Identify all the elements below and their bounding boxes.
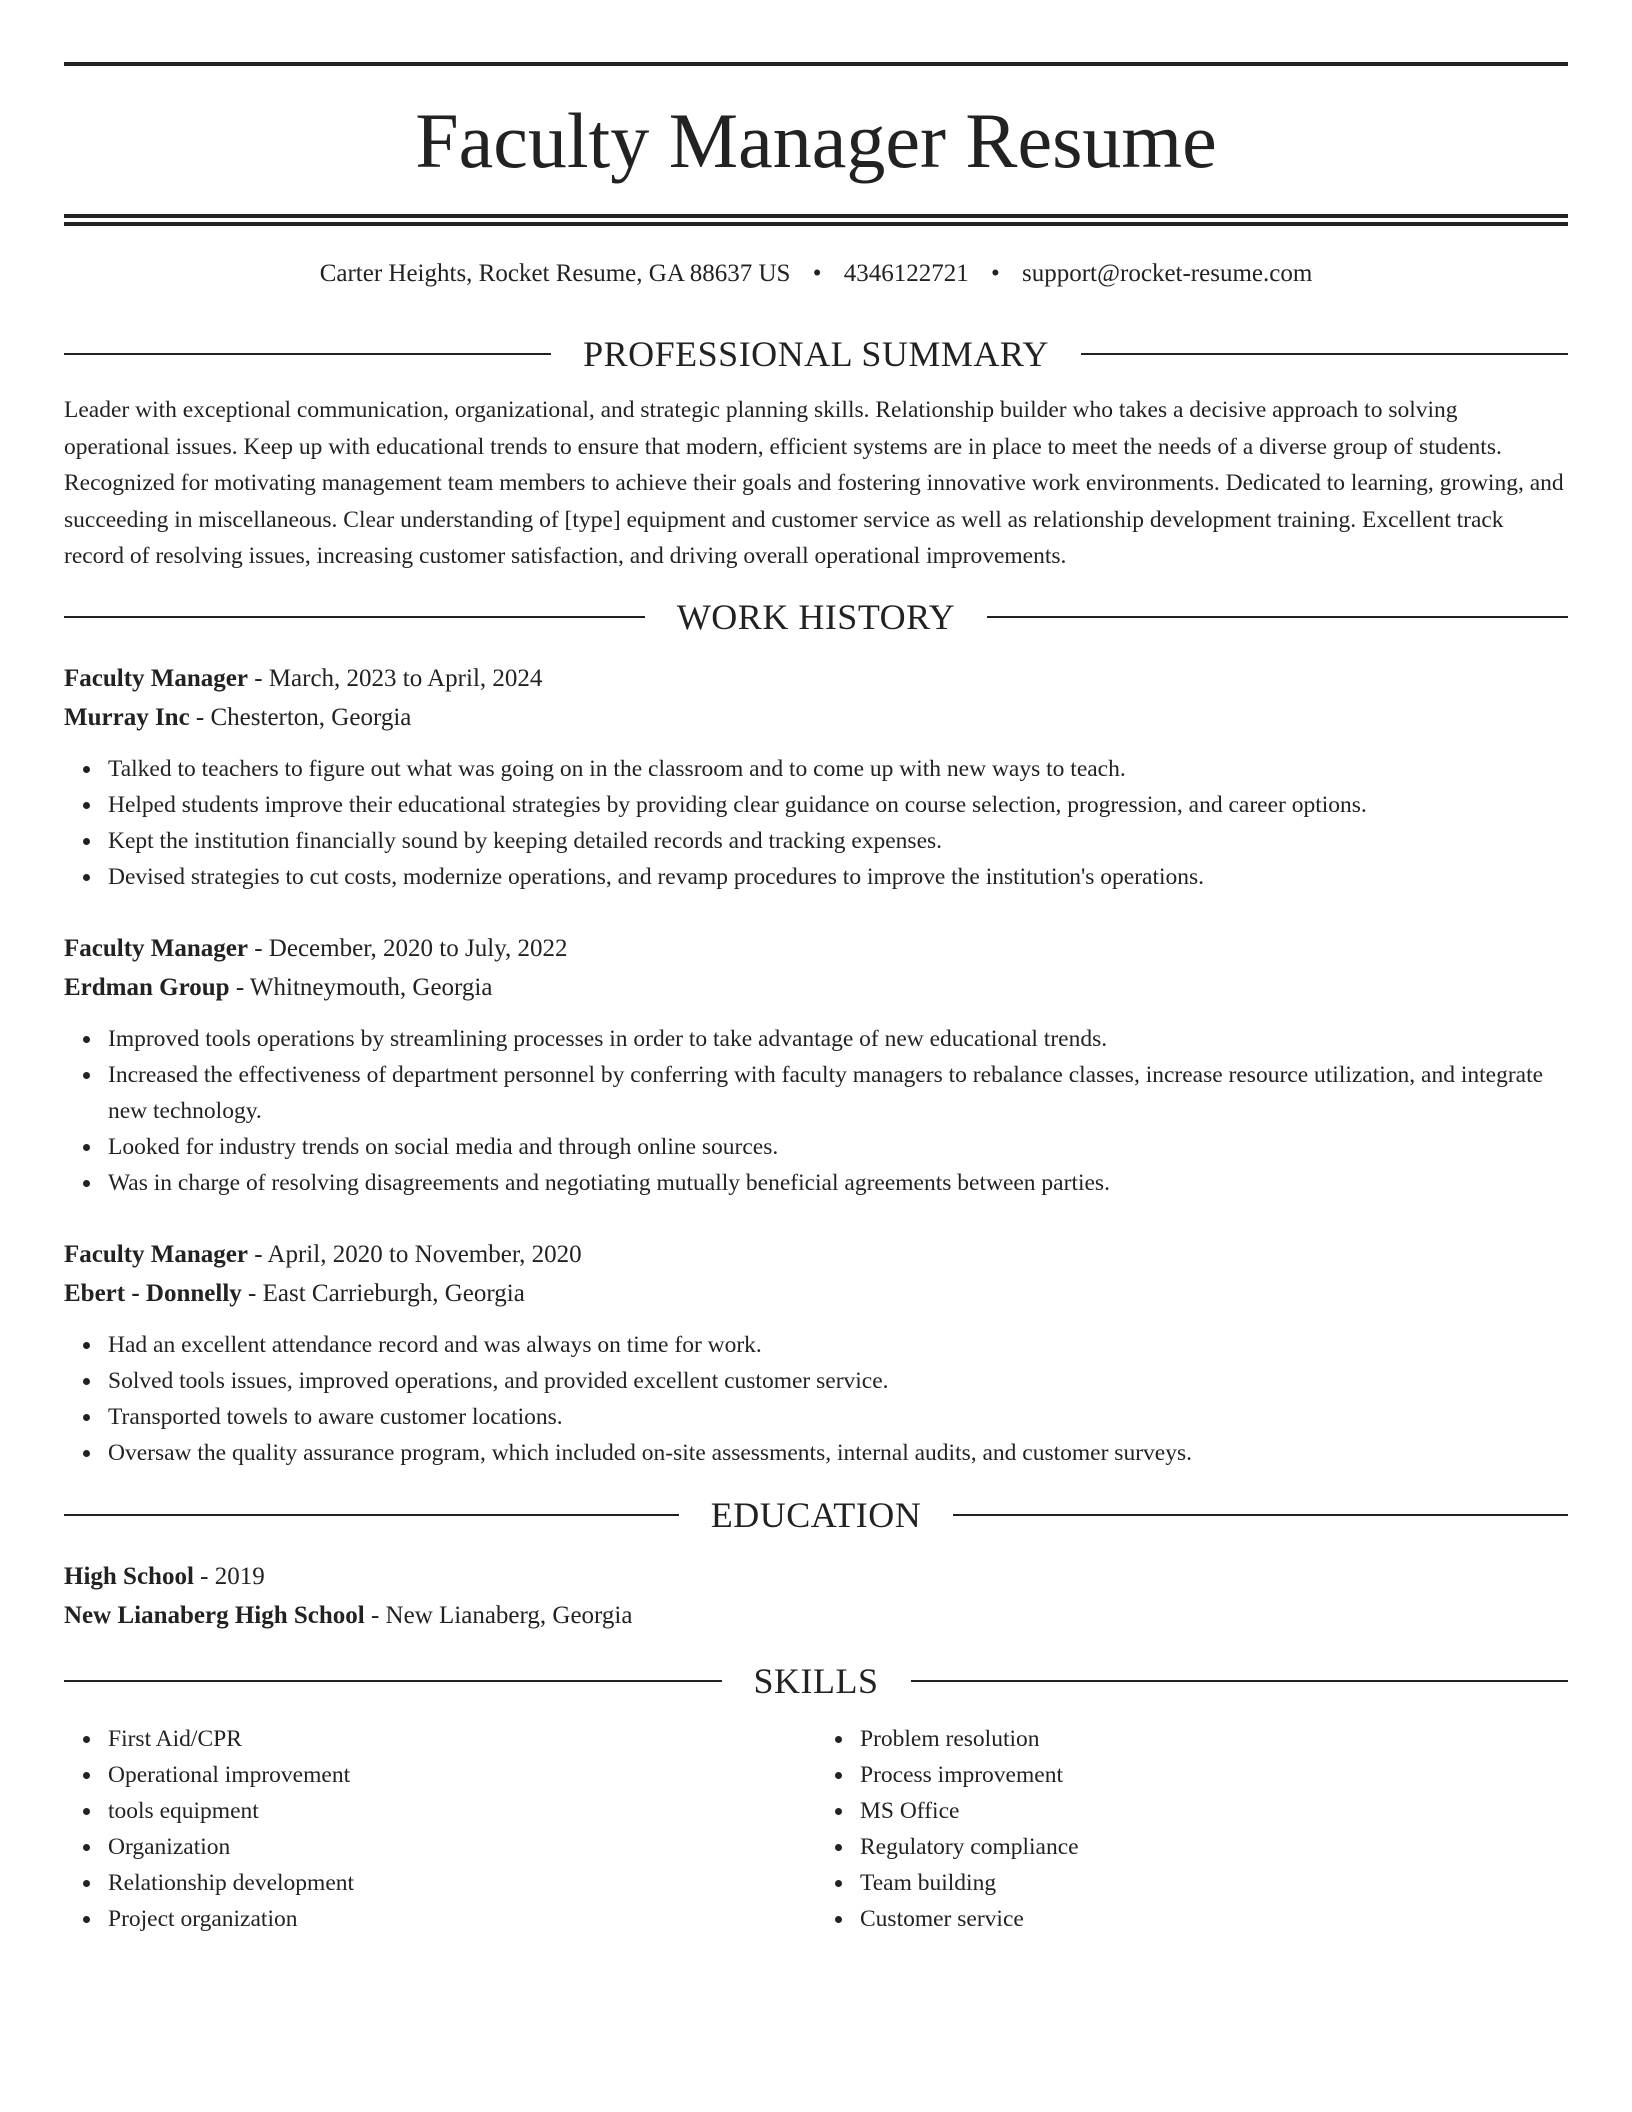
job-bullets (64, 1021, 1568, 1201)
skill-item: Project organization (108, 1901, 816, 1937)
resume-title: Faculty Manager Resume (415, 97, 1217, 184)
contact-address: Carter Heights, Rocket Resume, GA 88637 US (319, 260, 791, 287)
skills-list-right (816, 1721, 1568, 1937)
job-title: Faculty Manager (64, 934, 248, 962)
job-bullet: Looked for industry trends on social media and through online sources. (108, 1129, 1568, 1165)
job-dates: - April, 2020 to November, 2020 (247, 1240, 582, 1268)
section-heading-label: PROFESSIONAL SUMMARY (583, 334, 1049, 374)
job-company-line (64, 968, 1568, 1007)
heading-rule (1081, 353, 1568, 355)
section-heading-label: SKILLS (753, 1660, 879, 1701)
skill-item: Problem resolution (860, 1721, 1568, 1757)
contact-line (64, 258, 1568, 290)
heading-rule (987, 616, 1568, 618)
job-entry (64, 1235, 1568, 1471)
job-bullet: Oversaw the quality assurance program, which included on-site assessments, internal audits, and customer surveys. (108, 1435, 1568, 1471)
job-entry (64, 659, 1568, 895)
job-dates: - March, 2023 to April, 2024 (247, 664, 543, 692)
education-degree-line (64, 1557, 1568, 1596)
skill-item: Operational improvement (108, 1757, 816, 1793)
job-dates: - December, 2020 to July, 2022 (247, 934, 568, 962)
job-title-line (64, 659, 1568, 698)
job-location: - Chesterton, Georgia (189, 703, 412, 731)
job-bullets (64, 751, 1568, 895)
section-heading-label: EDUCATION (710, 1494, 922, 1535)
skill-item: tools equipment (108, 1793, 816, 1829)
heading-rule (64, 1514, 679, 1516)
job-bullet: Was in charge of resolving disagreements and negotiating mutually beneficial agreements between parties. (108, 1165, 1568, 1201)
job-bullet: Transported towels to aware customer locations. (108, 1399, 1568, 1435)
education-school: New Lianaberg High School (64, 1601, 365, 1629)
job-bullet: Solved tools issues, improved operations, and provided excellent customer service. (108, 1363, 1568, 1399)
job-company-line (64, 698, 1568, 737)
contact-separator: • (990, 260, 1000, 287)
job-company: Ebert - Donnelly (64, 1279, 242, 1307)
job-bullet: Devised strategies to cut costs, modernize operations, and revamp procedures to improve the institution's operations. (108, 859, 1568, 895)
job-bullet: Talked to teachers to figure out what was going on in the classroom and to come up with new ways to teach. (108, 751, 1568, 787)
job-company-line (64, 1274, 1568, 1313)
job-title: Faculty Manager (64, 1240, 248, 1268)
section-heading-skills (64, 1659, 1568, 1703)
job-bullet: Improved tools operations by streamlining processes in order to take advantage of new educational trends. (108, 1021, 1568, 1057)
title-double-rule (64, 214, 1568, 226)
job-title-line (64, 1235, 1568, 1274)
contact-email: support@rocket-resume.com (1022, 260, 1313, 287)
heading-rule (911, 1680, 1569, 1682)
job-company: Murray Inc (64, 703, 190, 731)
skill-item: Organization (108, 1829, 816, 1865)
top-rule (64, 62, 1568, 66)
skill-item: Relationship development (108, 1865, 816, 1901)
section-heading-work-history (64, 595, 1568, 639)
job-bullets (64, 1327, 1568, 1471)
job-bullet: Helped students improve their educational strategies by providing clear guidance on course selection, progression, and career options. (108, 787, 1568, 823)
education-school-line (64, 1596, 1568, 1635)
heading-rule (64, 353, 551, 355)
education-degree: High School (64, 1562, 194, 1590)
contact-separator: • (812, 260, 822, 287)
skill-item: Process improvement (860, 1757, 1568, 1793)
contact-phone: 4346122721 (843, 260, 969, 287)
job-bullet: Had an excellent attendance record and was always on time for work. (108, 1327, 1568, 1363)
heading-rule (953, 1514, 1568, 1516)
heading-rule (64, 1680, 722, 1682)
skills-list-left (64, 1721, 816, 1937)
professional-summary: Leader with exceptional communication, organizational, and strategic planning skills. Relationship builder who takes a decisive approach to solving operational issues. Keep up with educational trends to ensure that modern, efficient systems are in place to meet the needs of a diverse group of students. Recognized for motivating management team members to achieve their goals and fostering innovative work environments. Dedicated to learning, growing, and succeeding in miscellaneous. Clear understanding of [type] equipment and customer service as well as relationship development training. Excellent track record of resolving issues, increasing customer satisfaction, and driving overall operational improvements. (64, 397, 1564, 569)
job-company: Erdman Group (64, 973, 230, 1001)
job-bullet: Increased the effectiveness of department personnel by conferring with faculty managers to rebalance classes, increase resource utilization, and integrate new technology. (108, 1057, 1568, 1129)
skills-columns (64, 1721, 1568, 1937)
section-heading-summary (64, 332, 1568, 376)
job-location: - East Carrieburgh, Georgia (241, 1279, 525, 1307)
skill-item: Regulatory compliance (860, 1829, 1568, 1865)
education-entry (64, 1557, 1568, 1635)
job-entry (64, 929, 1568, 1201)
job-bullet: Kept the institution financially sound by keeping detailed records and tracking expenses. (108, 823, 1568, 859)
job-location: - Whitneymouth, Georgia (229, 973, 493, 1001)
job-title: Faculty Manager (64, 664, 248, 692)
heading-rule (64, 616, 645, 618)
skill-item: MS Office (860, 1793, 1568, 1829)
education-year: - 2019 (193, 1562, 265, 1590)
job-title-line (64, 929, 1568, 968)
skill-item: First Aid/CPR (108, 1721, 816, 1757)
section-heading-education (64, 1493, 1568, 1537)
section-heading-label: WORK HISTORY (676, 596, 956, 637)
skill-item: Team building (860, 1865, 1568, 1901)
skill-item: Customer service (860, 1901, 1568, 1937)
education-location: - New Lianaberg, Georgia (364, 1601, 633, 1629)
